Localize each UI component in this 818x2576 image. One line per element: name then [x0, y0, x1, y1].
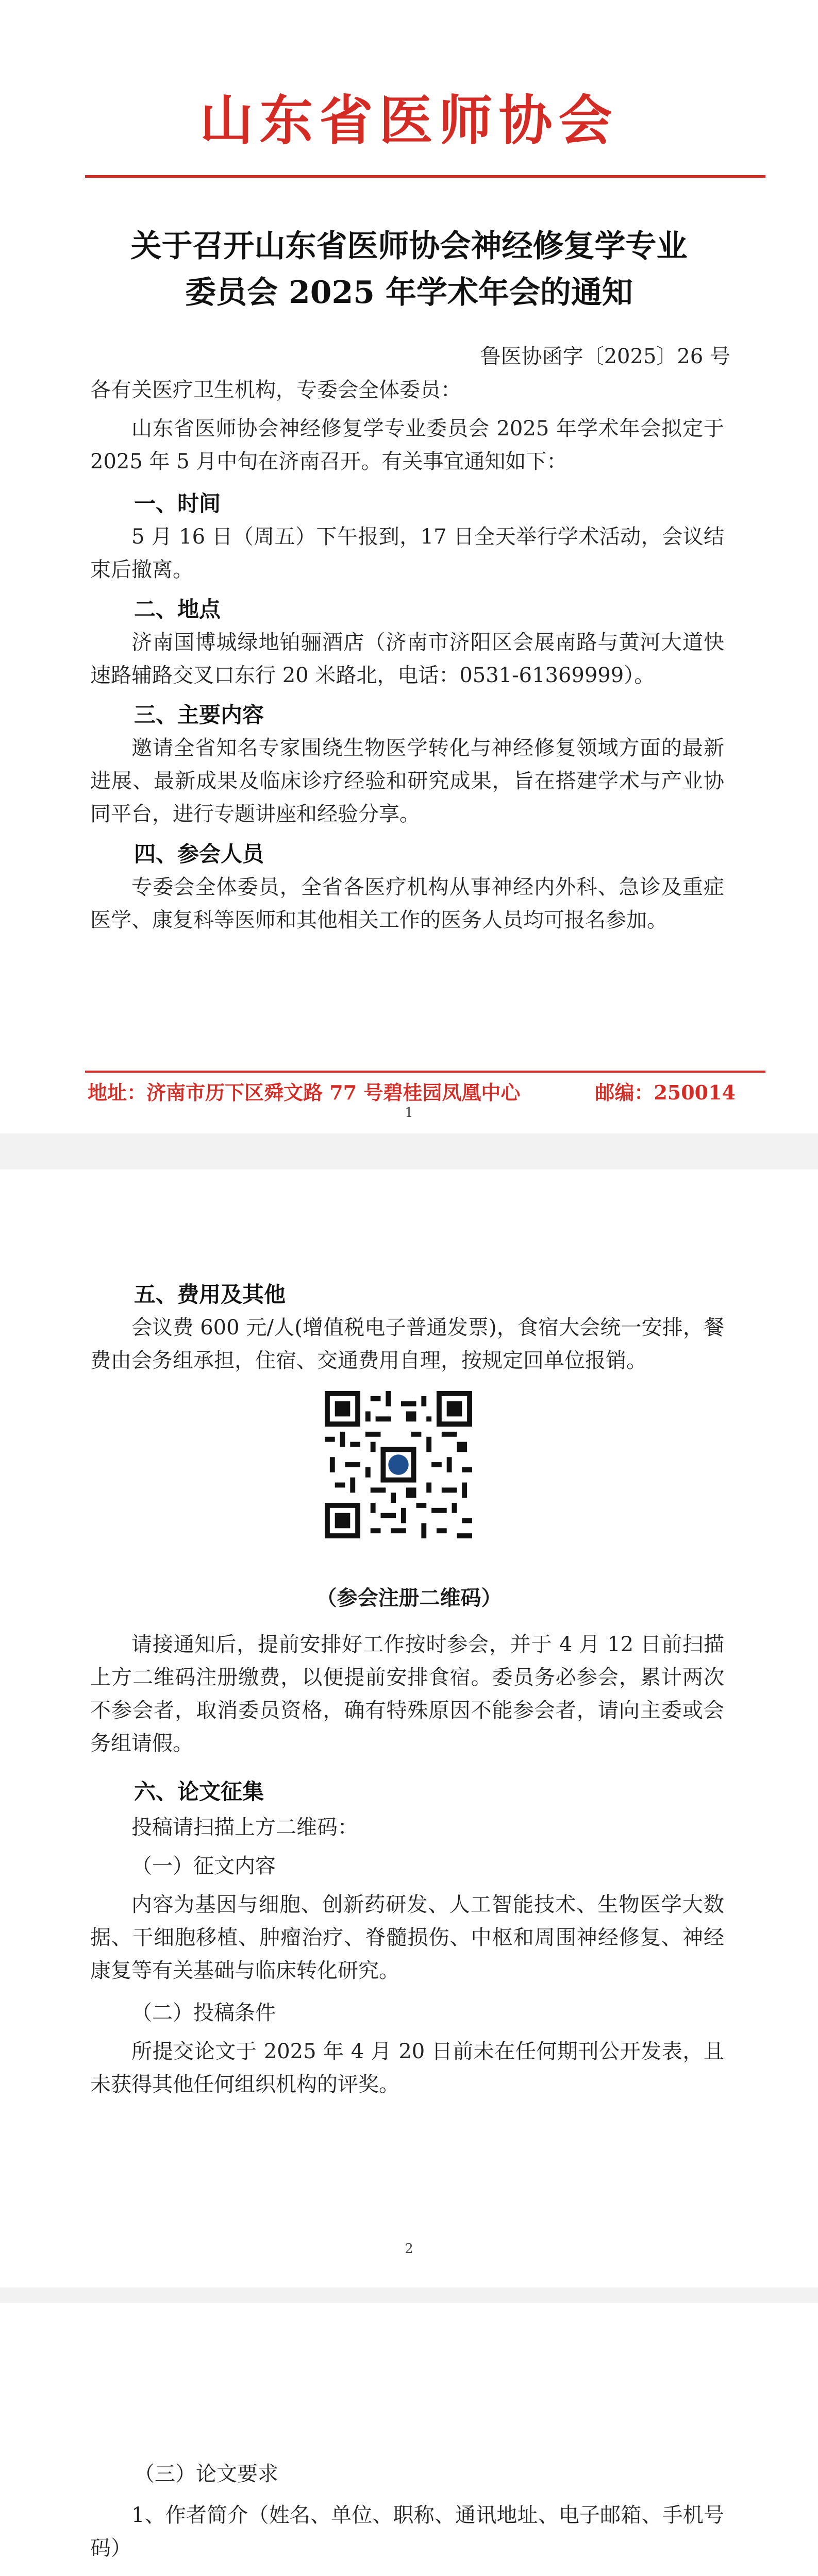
paper-req-1: 1、作者简介（姓名、单位、职称、通讯地址、电子邮箱、手机号码）: [90, 2503, 724, 2560]
register-text: 请接通知后，提前安排好工作按时参会，并于 4 月 12 日前扫描上方二维码注册缴费，以便提前安排食宿。委员务必参会，累计两次不参会者，取消委员资格，确有特殊原因不能参会者，请向主委或会务组请假。: [90, 1633, 724, 1755]
place-heading: 二、地点: [134, 597, 221, 622]
page-gap: [0, 2287, 818, 2303]
notice-title-line2: 委员会 2025 年学术年会的通知: [185, 275, 633, 311]
paper-submit: 投稿请扫描上方二维码：: [131, 1816, 358, 1839]
paper-sub2-text: 所提交论文于 2025 年 4 月 20 日前未在任何期刊公开发表，且未获得其他任何组织机构的评奖。: [90, 2040, 724, 2096]
fee-text: 会议费 600 元/人(增值税电子普通发票)，食宿大会统一安排，餐费由会务组承担，住宿、交通费用自理，按规定回单位报销。: [90, 1316, 724, 1372]
page-number: 1: [405, 1105, 413, 1121]
content-heading: 三、主要内容: [134, 702, 264, 727]
qr-caption: （参会注册二维码）: [316, 1586, 502, 1610]
footer-address: 地址：济南市历下区舜文路 77 号碧桂园凤凰中心: [88, 1081, 521, 1104]
footer-rule: [85, 1071, 765, 1073]
notice-title-line1: 关于召开山东省医师协会神经修复学专业: [130, 228, 688, 264]
page-3: [0, 2303, 818, 2576]
registration-qr-code[interactable]: [325, 1391, 472, 1538]
recipients: 各有关医疗卫生机构，专委会全体委员：: [90, 378, 461, 402]
paper-sub2: （二）投稿条件: [131, 2001, 276, 2025]
letterhead-title: 山东省医师协会: [199, 89, 619, 152]
intro-paragraph: 山东省医师协会神经修复学专业委员会 2025 年学术年会拟定于 2025 年 5 月中旬在济南召开。有关事宜通知如下：: [90, 417, 724, 473]
letterhead-rule: [85, 175, 765, 178]
footer-postcode: 邮编：250014: [595, 1081, 736, 1104]
attend-text: 专委会全体委员，全省各医疗机构从事神经内外科、急诊及重症医学、康复科等医师和其他相关工作的医务人员均可报名参加。: [90, 875, 724, 932]
paper-sub3: （三）论文要求: [134, 2462, 278, 2486]
page-number: 2: [405, 2241, 413, 2257]
paper-sub1: （一）征文内容: [131, 1854, 276, 1878]
document-number: 鲁医协函字〔2025〕26 号: [480, 345, 730, 368]
paper-heading: 六、论文征集: [134, 1779, 264, 1804]
time-text: 5 月 16 日（周五）下午报到，17 日全天举行学术活动，会议结束后撤离。: [90, 525, 724, 582]
content-text: 邀请全省知名专家围绕生物医学转化与神经修复领域方面的最新进展、最新成果及临床诊疗经验和研究成果，旨在搭建学术与产业协同平台，进行专题讲座和经验分享。: [90, 736, 724, 826]
page-1: [0, 0, 818, 1133]
paper-sub1-text: 内容为基因与细胞、创新药研发、人工智能技术、生物医学大数据、干细胞移植、肿瘤治疗、脊髓损伤、中枢和周围神经修复、神经康复等有关基础与临床转化研究。: [90, 1893, 724, 1982]
place-text: 济南国博城绿地铂骊酒店（济南市济阳区会展南路与黄河大道快速路辅路交叉口东行 20 米路北，电话：0531-61369999）。: [90, 631, 724, 687]
page-gap: [0, 1133, 818, 1170]
attend-heading: 四、参会人员: [134, 841, 264, 867]
time-heading: 一、时间: [134, 491, 221, 516]
fee-heading: 五、费用及其他: [134, 1282, 286, 1307]
